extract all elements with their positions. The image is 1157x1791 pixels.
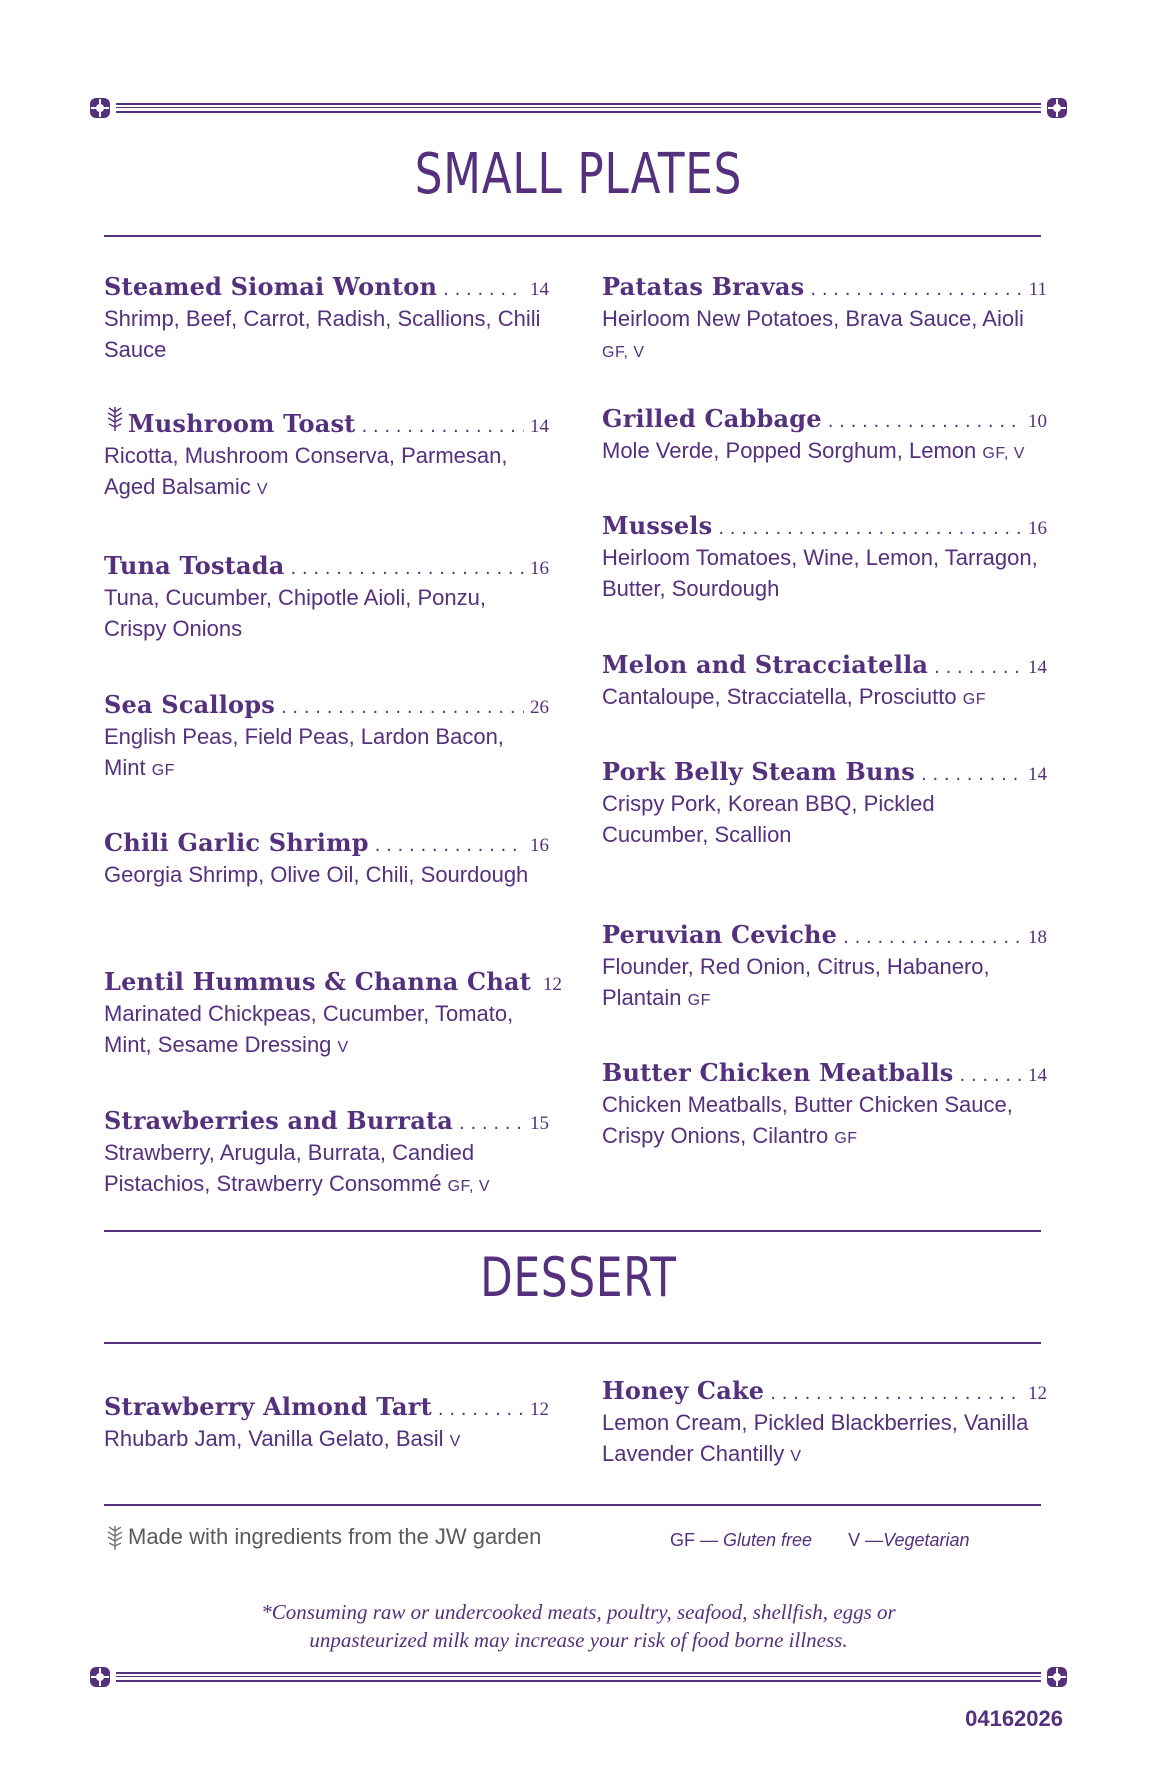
item-price: 18 (1028, 927, 1047, 948)
item-price: 26 (530, 697, 549, 718)
item-price: 16 (530, 835, 549, 856)
item-description: Flounder, Red Onion, Citrus, Habanero, Plantain (602, 954, 990, 1010)
item-name: Grilled Cabbage (602, 404, 822, 433)
diet-tag: V (790, 1448, 802, 1465)
item-name: Patatas Bravas (602, 272, 805, 301)
item-price: 14 (530, 416, 549, 437)
menu-code: 04162026 (965, 1706, 1063, 1731)
menu-item (602, 511, 1047, 607)
item-description: Tuna, Cucumber, Chipotle Aioli, Ponzu, Crispy Onions (104, 585, 486, 641)
gf-code: GF — (670, 1530, 718, 1550)
item-name: Pork Belly Steam Buns (602, 757, 916, 786)
item-name: Strawberry Almond Tart (104, 1392, 432, 1421)
diet-tag: V (449, 1433, 461, 1450)
menu-item (602, 272, 1047, 368)
menu-item (602, 1376, 1047, 1472)
v-code: V — (848, 1530, 884, 1550)
item-price: 11 (1028, 279, 1047, 300)
diet-tag: V (337, 1039, 349, 1056)
diet-tag: GF, V (602, 344, 645, 361)
v-label: Vegetarian (883, 1530, 970, 1550)
diet-legend (670, 1530, 970, 1551)
item-description: Rhubarb Jam, Vanilla Gelato, Basil (104, 1426, 444, 1451)
herb-sprig-icon (104, 1523, 126, 1551)
item-description: Lemon Cream, Pickled Blackberries, Vanilla Lavender Chantilly (602, 1410, 1029, 1466)
item-description: Shrimp, Beef, Carrot, Radish, Scallions, Chili Sauce (104, 306, 541, 362)
item-description: Chicken Meatballs, Butter Chicken Sauce, Crispy Onions, Cilantro (602, 1092, 1013, 1148)
menu-item (602, 404, 1047, 469)
health-warning (150, 1598, 1007, 1654)
menu-item (104, 828, 549, 893)
menu-item (602, 757, 1047, 853)
item-description: Crispy Pork, Korean BBQ, Pickled Cucumber, Scallion (602, 791, 935, 847)
item-price: 12 (543, 974, 563, 995)
item-price: 14 (1028, 1065, 1047, 1086)
item-description: Heirloom New Potatoes, Brava Sauce, Aioli (602, 306, 1024, 331)
menu-item (104, 1392, 549, 1457)
item-name: Mussels (602, 511, 713, 540)
diet-tag: GF, V (982, 445, 1025, 462)
diet-tag: GF (151, 762, 175, 779)
dot-leader (281, 697, 524, 718)
ornament-icon (88, 1665, 112, 1689)
item-description: Mole Verde, Popped Sorghum, Lemon (602, 438, 977, 463)
item-price: 16 (530, 558, 549, 579)
item-name: Butter Chicken Meatballs (602, 1058, 954, 1087)
herb-sprig-icon (104, 404, 126, 432)
small-plates-title: SMALL PLATES (414, 142, 743, 207)
diet-tag: GF (834, 1130, 858, 1147)
divider (104, 1504, 1041, 1506)
item-price: 15 (530, 1113, 549, 1134)
item-name: Tuna Tostada (104, 551, 285, 580)
dot-leader (361, 416, 524, 437)
diet-tag: GF, V (447, 1178, 491, 1195)
divider (104, 235, 1041, 237)
menu-item (104, 551, 549, 647)
dot-leader (770, 1383, 1022, 1404)
item-price: 12 (530, 1399, 549, 1420)
item-name: Melon and Stracciatella (602, 650, 929, 679)
item-description: Marinated Chickpeas, Cucumber, Tomato, Mint, Sesame Dressing (104, 1001, 514, 1057)
garden-legend (104, 1523, 541, 1551)
divider (104, 1230, 1041, 1232)
menu-item (602, 920, 1047, 1016)
menu-item (104, 690, 549, 786)
item-price: 16 (1028, 518, 1047, 539)
dot-leader (960, 1065, 1022, 1086)
dot-leader (438, 1399, 524, 1420)
dot-leader (375, 835, 524, 856)
item-price: 14 (1028, 657, 1047, 678)
item-name: Lentil Hummus & Channa Chat (104, 967, 532, 996)
item-price: 10 (1028, 411, 1047, 432)
menu-item (602, 650, 1047, 715)
item-name: Peruvian Ceviche (602, 920, 838, 949)
diet-tag: V (256, 481, 269, 498)
item-price: 14 (1028, 764, 1047, 785)
item-name: Mushroom Toast (128, 409, 356, 438)
item-description: Cantaloupe, Stracciatella, Prosciutto (602, 684, 957, 709)
ornament-icon (1045, 96, 1069, 120)
dot-leader (443, 279, 524, 300)
dessert-title: DESSERT (480, 1246, 677, 1309)
diet-tag: GF (687, 992, 711, 1009)
dot-leader (828, 411, 1022, 432)
top-border (86, 96, 1071, 122)
item-price: 14 (530, 279, 549, 300)
ornament-icon (1045, 1665, 1069, 1689)
item-description: Georgia Shrimp, Olive Oil, Chili, Sourdough (104, 862, 529, 887)
item-price: 12 (1028, 1383, 1047, 1404)
item-name: Strawberries and Burrata (104, 1106, 454, 1135)
garden-legend-text: Made with ingredients from the JW garden (128, 1524, 542, 1549)
item-name: Honey Cake (602, 1376, 765, 1405)
bottom-border (86, 1665, 1071, 1691)
diet-tag: GF (962, 691, 986, 708)
warning-line: unpasteurized milk may increase your risk of food borne illness. (309, 1628, 848, 1652)
dot-leader (843, 927, 1022, 948)
item-description: Strawberry, Arugula, Burrata, Candied Pistachios, Strawberry Consommé (104, 1140, 475, 1196)
item-name: Steamed Siomai Wonton (104, 272, 438, 301)
dot-leader (718, 518, 1022, 539)
dot-leader (921, 764, 1022, 785)
dot-leader (290, 558, 524, 579)
menu-item (104, 967, 563, 1063)
item-description: English Peas, Field Peas, Lardon Bacon, Mint (104, 724, 504, 780)
dot-leader (459, 1113, 524, 1134)
warning-line: *Consuming raw or undercooked meats, poultry, seafood, shellfish, eggs or (261, 1600, 896, 1624)
divider (104, 1342, 1041, 1344)
menu-item (104, 404, 549, 505)
dot-leader (810, 279, 1022, 300)
menu-item (104, 272, 549, 368)
gf-label: Gluten free (723, 1530, 813, 1550)
item-description: Heirloom Tomatoes, Wine, Lemon, Tarragon, Butter, Sourdough (602, 545, 1038, 601)
menu-item (104, 1106, 549, 1202)
item-name: Chili Garlic Shrimp (104, 828, 369, 857)
item-name: Sea Scallops (104, 690, 275, 719)
menu-item (602, 1058, 1047, 1154)
dot-leader (934, 657, 1022, 678)
ornament-icon (88, 96, 112, 120)
item-description: Ricotta, Mushroom Conserva, Parmesan, Aged Balsamic (104, 443, 508, 499)
